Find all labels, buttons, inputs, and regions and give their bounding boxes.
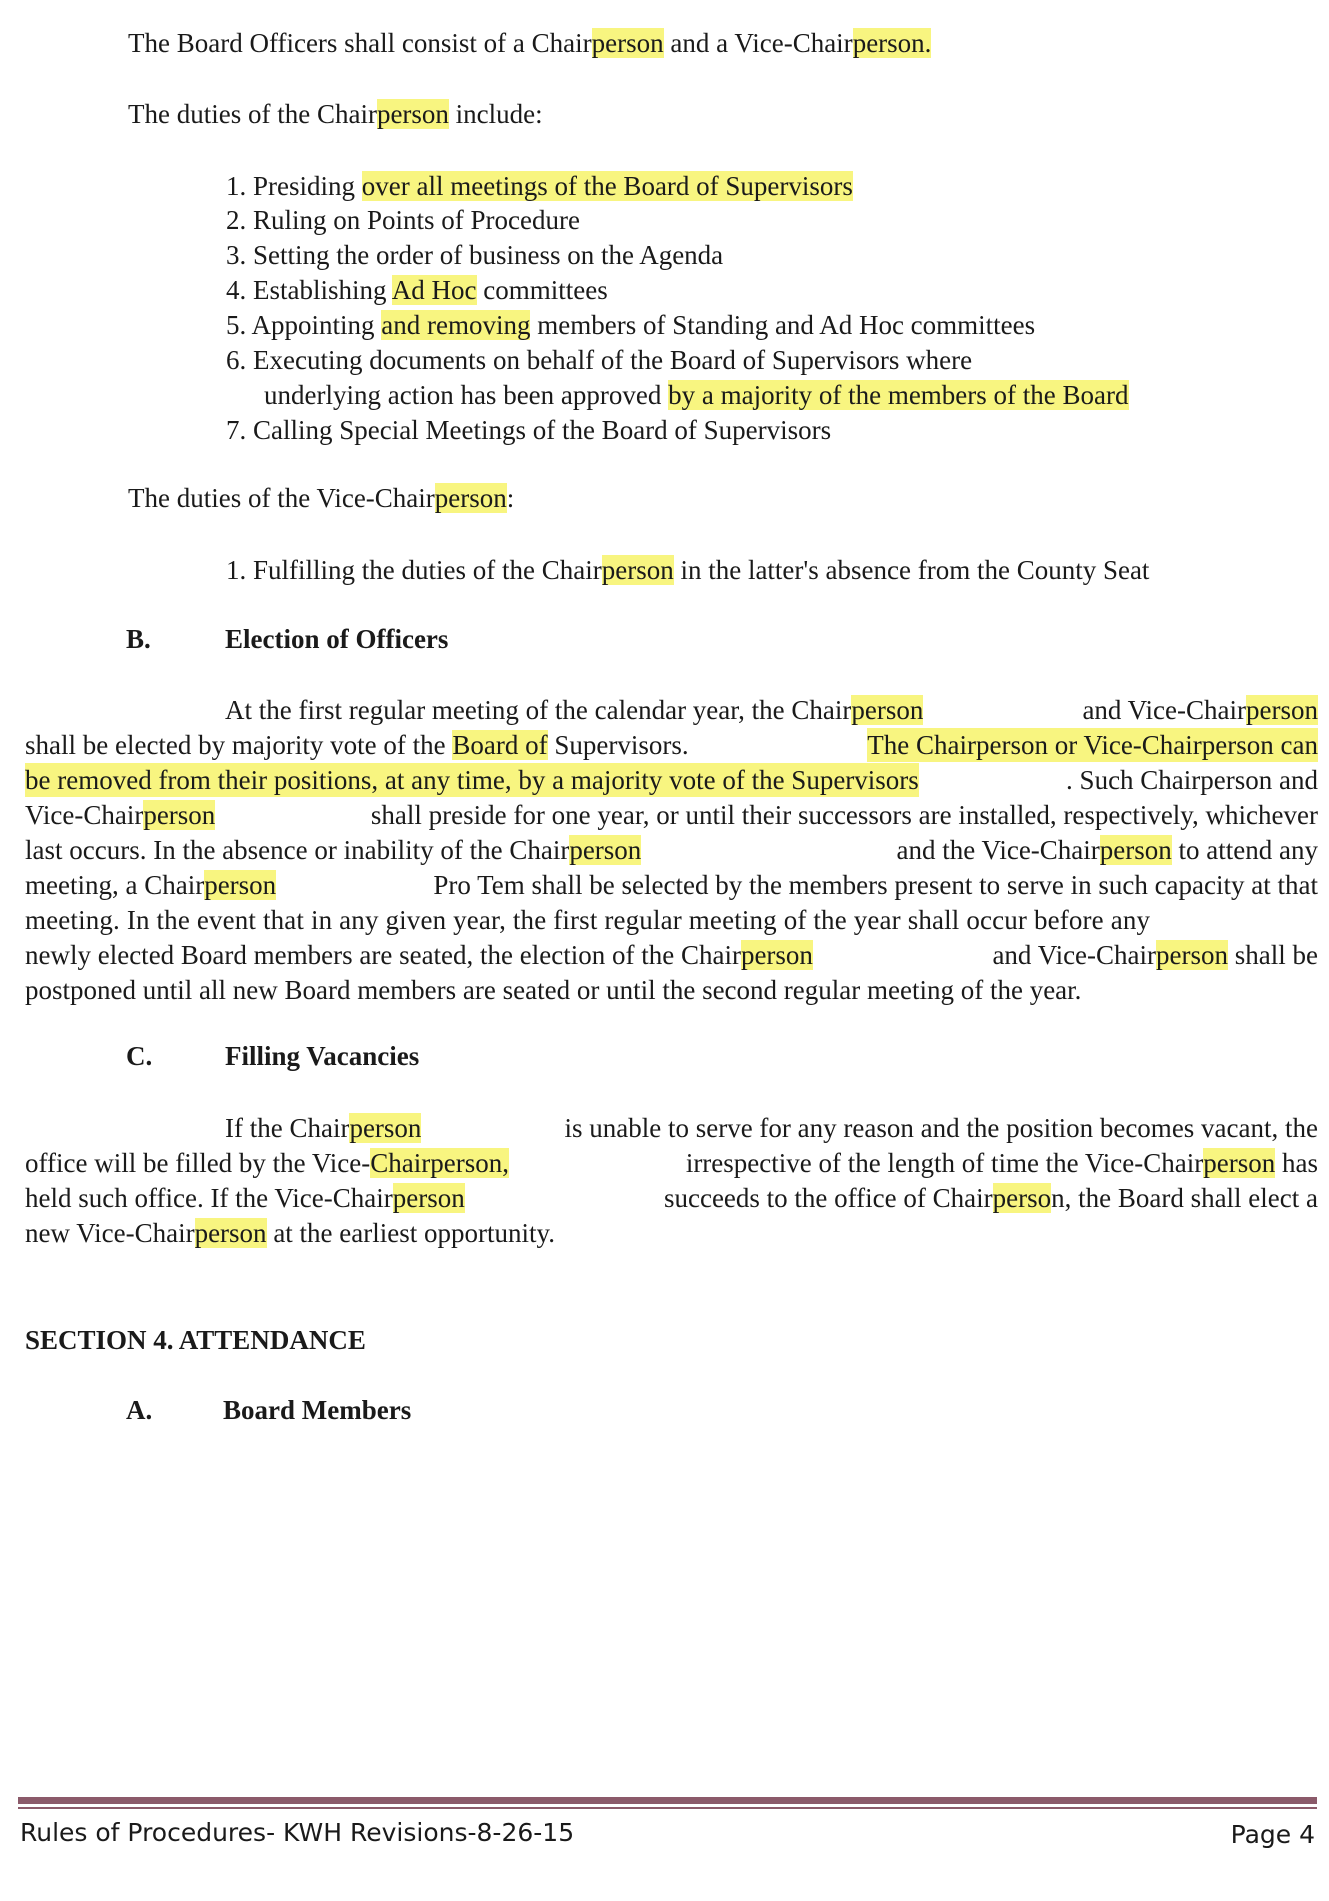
section-title: SECTION 4. ATTENDANCE xyxy=(25,1325,366,1355)
page-number: Page 4 xyxy=(1230,1820,1315,1849)
section-heading: Board Members xyxy=(223,1395,412,1425)
footer-rule-thin xyxy=(18,1807,1317,1809)
section-letter: B. xyxy=(126,624,151,654)
paragraph-line: At the first regular meeting of the calendar year, the Chairperson and Vice-Chairperson xyxy=(225,695,1318,725)
list-item: 1. Fulfilling the duties of the Chairperson in the latter's absence from the County Seat xyxy=(226,555,1150,585)
paragraph-line: If the Chairperson is unable to serve for any reason and the position becomes vacant, the xyxy=(225,1113,1318,1143)
section-heading: Filling Vacancies xyxy=(225,1041,420,1071)
section-letter: C. xyxy=(126,1041,153,1071)
paragraph-line: shall be elected by majority vote of the Board of Supervisors. The Chairperson or Vice-Chairperson can xyxy=(25,730,1318,760)
list-item: 5. Appointing and removing members of Standing and Ad Hoc committees xyxy=(226,310,1036,340)
paragraph-line: held such office. If the Vice-Chairperson succeeds to the office of Chairperson, the Board shall elect a xyxy=(25,1183,1318,1213)
paragraph-line: meeting. In the event that in any given year, the first regular meeting of the year shall occur before any xyxy=(25,905,1151,935)
vice-duties-intro: The duties of the Vice-Chairperson: xyxy=(128,483,515,513)
officers-sentence: The Board Officers shall consist of a Chairperson and a Vice-Chairperson. xyxy=(128,28,932,58)
list-item: 1. Presiding over all meetings of the Board of Supervisors xyxy=(226,171,853,201)
footer-title: Rules of Procedures- KWH Revisions-8-26-15 xyxy=(20,1818,575,1847)
paragraph-line: office will be filled by the Vice-Chairperson, irrespective of the length of time the Vice-Chairperson has xyxy=(25,1148,1318,1178)
paragraph-line: newly elected Board members are seated, the election of the Chairperson and Vice-Chairperson shall be xyxy=(25,940,1318,970)
chair-duties-intro: The duties of the Chairperson include: xyxy=(128,99,543,129)
list-item: 7. Calling Special Meetings of the Board of Supervisors xyxy=(226,415,832,445)
section-heading: Election of Officers xyxy=(225,624,449,654)
paragraph-line: be removed from their positions, at any time, by a majority vote of the Supervisors . Such Chairperson and xyxy=(25,765,1318,795)
paragraph-line: last occurs. In the absence or inability of the Chairperson and the Vice-Chairperson to attend any xyxy=(25,835,1318,865)
list-item: 6. Executing documents on behalf of the Board of Supervisors where xyxy=(226,345,973,375)
paragraph-line: postponed until all new Board members are seated or until the second regular meeting of the year. xyxy=(25,975,1082,1005)
list-item: 4. Establishing Ad Hoc committees xyxy=(226,275,608,305)
paragraph-line: Vice-Chairperson shall preside for one year, or until their successors are installed, respectively, whichever xyxy=(25,800,1318,830)
list-item: 2. Ruling on Points of Procedure xyxy=(226,205,580,235)
footer-rule xyxy=(18,1797,1317,1804)
paragraph-line: meeting, a Chairperson Pro Tem shall be selected by the members present to serve in such capacity at that xyxy=(25,870,1318,900)
section-letter: A. xyxy=(126,1395,153,1425)
paragraph-line: new Vice-Chairperson at the earliest opportunity. xyxy=(25,1218,555,1248)
list-item: 3. Setting the order of business on the Agenda xyxy=(226,240,724,270)
list-item-continuation: underlying action has been approved by a majority of the members of the Board xyxy=(264,380,1129,410)
